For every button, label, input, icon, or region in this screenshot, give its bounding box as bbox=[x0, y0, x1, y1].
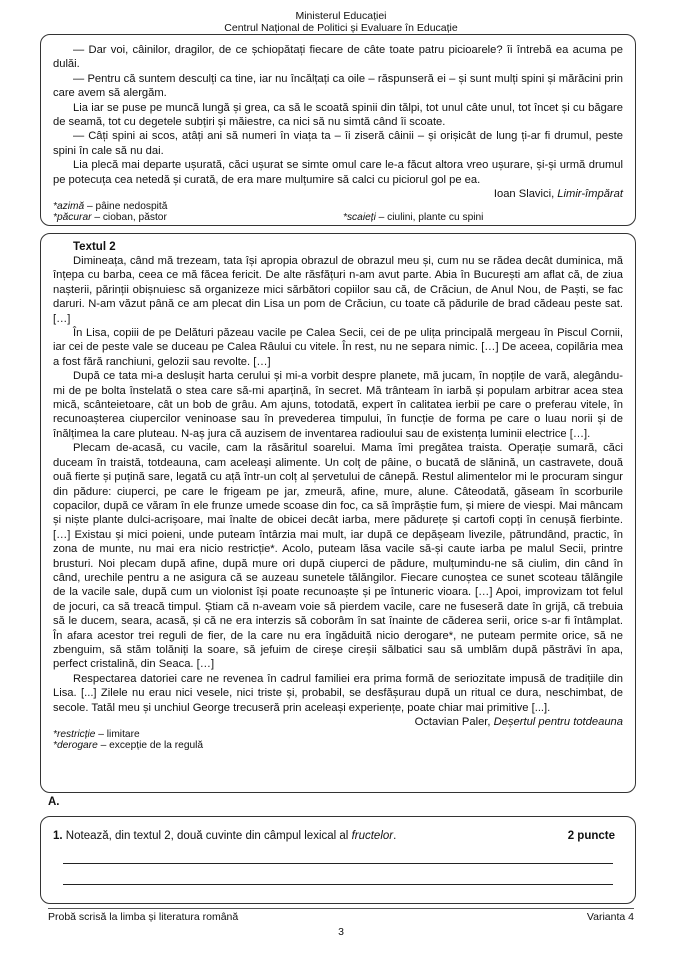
text1-author: Ioan Slavici, bbox=[493, 188, 555, 201]
text1-paragraph: — Pentru că suntem desculți ca tine, iar nu încălțați ca oile – răspunseră ei – și sunt mulți spini și mărăcini prin care avem să alergăm. bbox=[53, 72, 623, 100]
text2-paragraph: Plecam de-acasă, cu vacile, cam la răsăritul soarelui. Mama îmi pregătea traista. Operație sumară, căci duceam în traistă, totdeauna, cam aceleași alimente. Un colț de pâine, o bucată de slănină, un castravete, două ouă fierte și puțină sare, legată cu ață într-un colț al șervetului de cânepă. Restul alimentelor mi le procuram singur din pădure: ciuperci, pe care le frigeam pe jar, zmeură, afine, mure, alune. Câteodată, găseam în scorburile copacilor, după ce văram în ele frunze umede scoase din foc, ca să împrăștie fum, și miere de viespi. Mai mâncam și niște plante dulci-acrișoare, mai înalte de obicei decât iarba, mere pădurețe și cartofi copți în cenușă fierbinte. […] Existau și mici poieni, unde puteam întârzia mai mult, iar după ce depășeam livezile, pătrundând, practic, în zona de munte, nu mai era nicio restricție*. Acolo, puteam lăsa vacile să-și caute iarba pe malul Secii, printre brusturi. Noi plecam după afine, după mure ori după ciuperci de pădure, mulțumindu-ne să ciulim, din când în când, urechile pentru a ne asigura că se auzeau sunetele tălăngilor. Fiecare cunoștea ce sunet scoteau tălăngile de la vacile sale, după cum un violonist își poate recunoaște și pe întuneric vioara. […] Apoi, improvizam tot felul de jocuri, ca să treacă timpul. Știam că n-aveam voie să pierdem vacile, care ne fuseseră date în grijă, că trebuia să le ducem, seara, acasă, și că ne era interzis să coborâm în sat înainte de căderea serii, orice s-ar fi întâmplat. În afara acestor trei reguli de fier, de la care nu era îngăduită nicio derogare*, ne puteam permite orice, să ne zbenguim, să stăm tolăniți la soare, să jefuim de cireșe cireșii sălbatici sau să umblăm după păstrăvi în apa, perfect cristalină, din Seaca. […] bbox=[53, 442, 623, 671]
ministry-name: Ministerul Educației bbox=[295, 10, 387, 22]
question-emphasis: fructelor bbox=[351, 830, 394, 842]
variant-label: Varianta 4 bbox=[586, 911, 634, 923]
text1-paragraph: — Câți spini ai scos, atâți ani să numeri în viața ta – îi ziseră câinii – și orișicât de lung ți-ar fi drumul, peste spini în cale să nu dai. bbox=[53, 130, 623, 157]
question-points: 2 puncte bbox=[567, 830, 615, 842]
footnote: *păcurar – cioban, păstor bbox=[53, 212, 167, 224]
footnote: *azimă – pâine nedospită bbox=[53, 201, 168, 213]
center-name: Centrul Național de Politici și Evaluare în Educație bbox=[224, 22, 458, 34]
answer-line[interactable] bbox=[63, 843, 613, 864]
page-footer bbox=[48, 908, 634, 923]
page-header bbox=[0, 10, 682, 34]
question-number: 1. bbox=[53, 830, 63, 842]
footnote: *restricție – limitare bbox=[53, 729, 140, 741]
text1-work: Limir-împărat bbox=[557, 188, 623, 201]
text2-work: Deșertul pentru totdeauna bbox=[493, 716, 623, 728]
text2-box bbox=[40, 233, 636, 793]
footnote: *scaieți – ciulini, plante cu spini bbox=[343, 212, 484, 224]
page-number: 3 bbox=[338, 926, 344, 938]
text2-paragraph: În Lisa, copiii de pe Delături păzeau vacile pe Calea Secii, cei de pe ulița principală mergeau în Piscul Cornii, iar cei de peste vale se duceau pe Calea Râului cu vitele. În rest, nu ne separa nimic. […] De aceea, copilăria mea a fost fără ranchiuni, gelozii sau revolte. […] bbox=[53, 327, 623, 368]
question-box bbox=[40, 816, 636, 904]
section-label: A. bbox=[48, 796, 60, 808]
footnote: *derogare – excepție de la regulă bbox=[53, 740, 204, 752]
exam-name: Probă scrisă la limba și literatura română bbox=[48, 911, 239, 923]
text2-title: Textul 2 bbox=[73, 241, 116, 253]
text1-paragraph: Lia iar se puse pe muncă lungă și grea, ca să le scoată spinii din tălpi, tot unul câte unul, tot încet și cu băgare de seamă, tot cu degetele subțiri și măiestre, ca nici să nu simtă când îi scoate. bbox=[53, 101, 623, 129]
text1-attribution bbox=[53, 187, 623, 201]
text2-attribution bbox=[53, 715, 623, 729]
text2-paragraph: Respectarea datoriei care ne revenea în cadrul familiei era prima formă de seriozitate impusă de tradițiile din Lisa. [...] Zilele nu erau nici vesele, nici triste și, probabil, se desfășurau după un ritual ce dura, neschimbat, de secole. Tatăl meu și unchiul George trecuseră prin aceleași experiențe, poate chiar mai primitive [...]. bbox=[53, 672, 623, 714]
text1-paragraph: — Dar voi, câinilor, dragilor, de ce șchiopătați fiecare de câte toate patru picioarele? îi întrebă ea acuma pe dulăi. bbox=[53, 44, 623, 71]
text1-box bbox=[40, 34, 636, 226]
text2-author: Octavian Paler, bbox=[414, 716, 491, 728]
question-1: 1. Notează, din textul 2, două cuvinte din câmpul lexical al fructelor. 2 puncte bbox=[53, 830, 615, 842]
text2-paragraph: După ce tata mi-a deslușit harta cerului și mi-a vorbit despre planete, mă jucam, în nopțile de vară, alegându-mi de pe bolta înstelată o stea care să-mi aparțină, în secret. Mă trânteam în iarbă și populam arbitrar acea stea mică, scânteietoare, cât un bob de grâu. Am ajuns, totodată, expert în calitatea ierbii pe care o preferau vitele, în recunoașterea ciupercilor veninoase sau în prevederea timpului, în funcție de forma pe care o luau norii și de înălțimea la care pluteau. N-aș jura că auzisem de inventarea radioului sau de existența luminii electrice […]. bbox=[53, 370, 623, 440]
text2-paragraph: Dimineața, când mă trezeam, tata își apropia obrazul de obrazul meu și, cum nu se rădea decât duminica, mă înțepa cu barba, ceea ce mă făcea fericit. De alte răsfățuri n-am avut parte. Abia în București am aflat că, de ziua nașterii, părinții obișnuiesc să organizeze mici sărbători copiilor sau că, de Crăciun, de Anul Nou, de Paști, se fac daruri. N-am văzut până ce am plecat din Lisa un pom de Crăciun, cu toate că pădurile de brad cădeau peste sat. […] bbox=[53, 255, 623, 325]
question-text: Notează, din textul 2, două cuvinte din câmpul lexical al bbox=[65, 830, 349, 842]
text1-paragraph: Lia plecă mai departe ușurată, căci ușurat se simte omul care le-a făcut altora vreo ușurare, și-și urmă drumul pe potecuța cea netedă și curată, de era mare mulțumire să calci cu piciorul gol pe ea. bbox=[53, 159, 623, 186]
answer-line[interactable] bbox=[63, 864, 613, 885]
